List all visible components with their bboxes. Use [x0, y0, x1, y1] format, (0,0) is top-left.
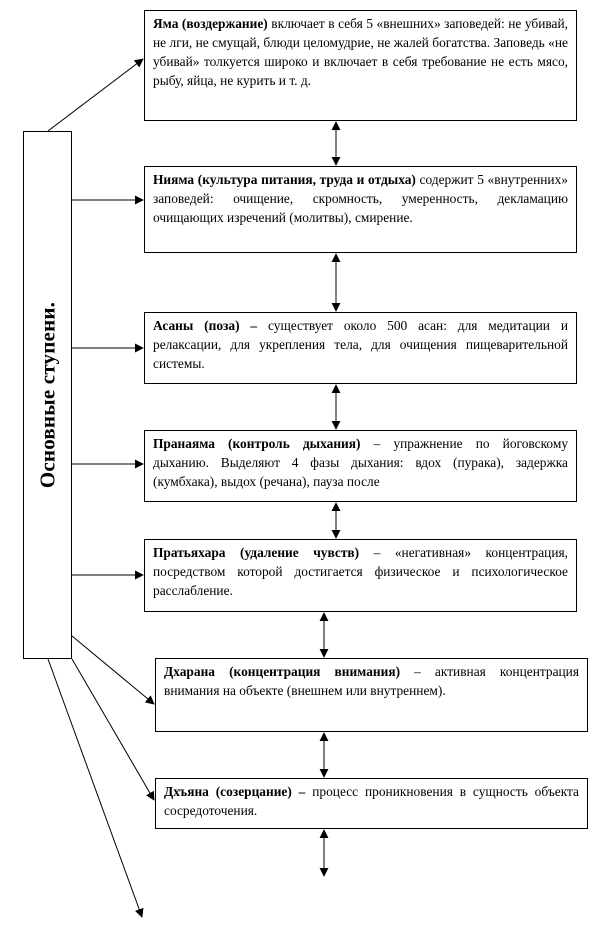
- step-title: Яма (воздержание): [153, 16, 268, 31]
- step-text: включает в себя 5 «внешних» заповедей: не убивай, не лги, не смущай, блюди целомудрие, не жалей богатства. Заповедь «не убивай» толкуется широко и включает в себя требование не есть мясо, рыбу, яйца, не курить и т. д.: [153, 16, 568, 88]
- step-text: «негативная» концентрация, посредством которой достигается физическое и психологическое расслабление.: [153, 545, 568, 598]
- step-title: Пранаяма (контроль дыхания): [153, 436, 361, 451]
- step-title: Нияма (культура питания, труда и отдыха): [153, 172, 416, 187]
- arrow-to-dhyana: [72, 659, 154, 800]
- step-text: упражнение по йоговскому дыханию. Выделяют 4 фазы дыхания: вдох (пурака), задержка (кумбхака), выдох (речана), пауза после: [153, 436, 569, 489]
- arrow-to-yama: [48, 59, 143, 131]
- step-text: активная концентрация внимания на объекте (внешнем или внутреннем).: [164, 664, 580, 698]
- main-stages-label: Основные ступени.: [35, 301, 59, 489]
- step-text: процесс проникновения в сущность объекта сосредоточения.: [164, 784, 579, 818]
- step-title: Дхарана (концентрация внимания): [164, 664, 401, 679]
- step-text: существует около 500 асан: для медитации и релаксации, для укрепления тела, для очищения пищеварительной системы.: [153, 318, 568, 371]
- step-text: содержит 5 «внутренних» заповедей: очищение, скромность, умеренность, декламацию очищающих изречений (молитвы), смирение.: [153, 172, 568, 225]
- step-dharana: Дхарана (концентрация внимания) – активная концентрация внимания на объекте (внешнем или внутреннем).: [155, 658, 588, 732]
- arrow-to-dharana: [72, 636, 154, 704]
- step-title: Асаны (поза) –: [153, 318, 258, 333]
- step-pranayama: Пранаяма (контроль дыхания) – упражнение по йоговскому дыханию. Выделяют 4 фазы дыхания: вдох (пурака), задержка (кумбхака), выдох (речана), пауза после: [144, 430, 577, 502]
- step-pratyahara: Пратьяхара (удаление чувств) – «негативная» концентрация, посредством которой достигается физическое и психологическое расслабление.: [144, 539, 577, 612]
- step-title: Дхъяна (созерцание) –: [164, 784, 306, 799]
- step-title: Пратьяхара (удаление чувств): [153, 545, 360, 560]
